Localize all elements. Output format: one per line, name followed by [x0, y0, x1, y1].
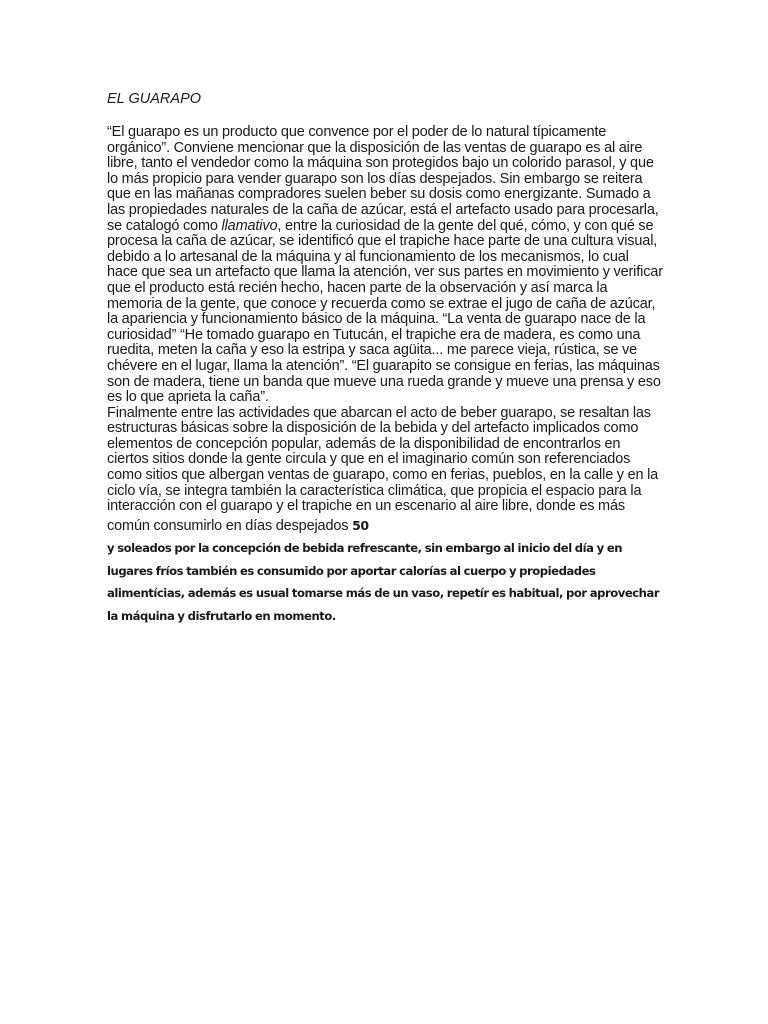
- paragraph-2-text: Finalmente entre las actividades que abarcan el acto de beber guarapo, se resaltan las estructuras básicas sobre la disposición de la bebida y del artefacto implicados como elementos de concepción popular, además de la disponibilidad de encontrarlos en ciertos sitios donde la gente circula y que en el imaginario común son referenciados como sitios que albergan ventas de guarapo, como en ferias, pueblos, en la calle y en la ciclo vía, se integra también la característica climática, que propicia el espacio para la interacción con el guarapo y el trapiche en un escenario al aire libre, donde es más común consumirlo en días despejados: [107, 404, 659, 534]
- paragraph-3: y soleados por la concepción de bebida refrescante, sin embargo al inicio del día y en lugares fríos también es consumido por aportar calorías al cuerpo y propiedades alimentícias, además es usual tomarse más de un vaso, repetír es habitual, por aprovechar la máquina y disfrutarlo en momento.: [107, 541, 660, 623]
- paragraph-1-text-b: , entre la curiosidad de la gente del qué, cómo, y con qué se procesa la caña de azúcar, se identificó que el trapiche hace parte de una cultura visual, debido a lo artesanal de la máquina y al funcionamiento de los mecanismos, lo cual hace que sea un artefacto que llama la atención, ver sus partes en movimiento y verificar que el producto está recién hecho, hacen parte de la observación y así marca la memoria de la gente, que conoce y recuerda como se extrae el jugo de caña de azúcar, la apariencia y funcionamiento básico de la máquina. “La venta de guarapo nace de la curiosidad” “He tomado guarapo en Tutucán, el trapiche era de madera, es como una ruedita, meten la caña y eso la estripa y saca agüita... me parece vieja, rústica, se ve chévere en el lugar, llama la atención”. “El guarapito se consigue en ferias, las máquinas son de madera, tiene un banda que mueve una rueda grande y mueve una prensa y eso es lo que aprieta la caña”.: [107, 217, 663, 406]
- paragraph-1: [107, 125, 663, 406]
- paragraph-1-italic-word: llamativo: [221, 217, 278, 234]
- paragraph-2: [107, 406, 663, 538]
- paragraph-1-text-a: “El guarapo es un producto que convence por el poder de lo natural típicamente orgánico”. Conviene mencionar que la disposición de las ventas de guarapo es al aire libre, tanto el vendedor como la máquina son protegidos bajo un colorido parasol, y que lo más propicio para vender guarapo son los días despejados. Sin embargo se reitera que en las mañanas compradores suelen beber su dosis como energizante. Sumado a las propiedades naturales de la caña de azúcar, está el artefacto usado para procesarla, se catalogó como: [107, 124, 659, 234]
- page-number: 50: [352, 517, 369, 533]
- document-page: [107, 90, 663, 627]
- document-title: EL GUARAPO: [107, 91, 202, 107]
